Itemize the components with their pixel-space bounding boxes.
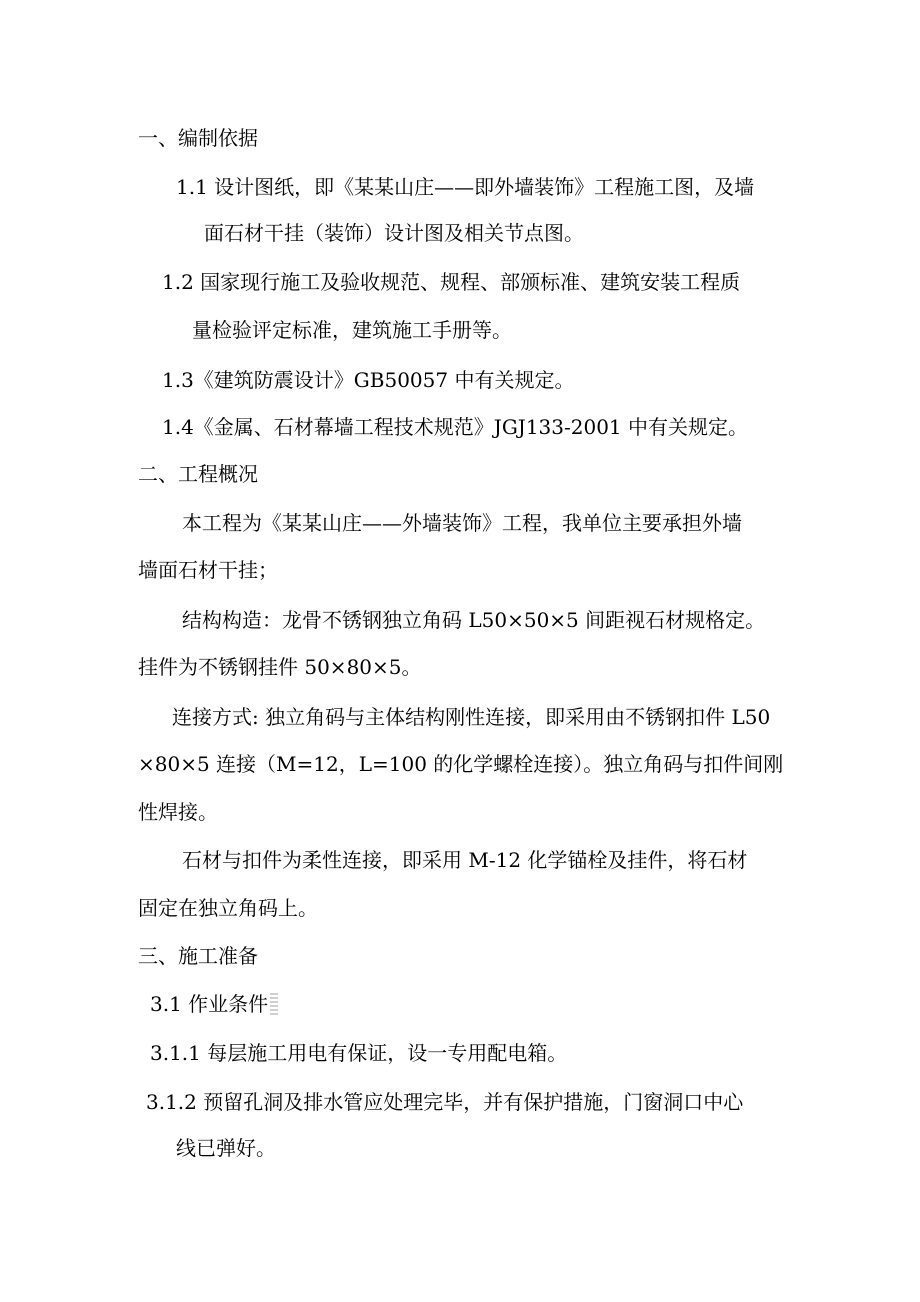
item-1-2-line-2: 量检验评定标准，建筑施工手册等。 [192, 318, 512, 342]
item-1-2-line-1: 1.2 国家现行施工及验收规范、规程、部颁标准、建筑安装工程质 [162, 270, 741, 294]
paragraph-2-1-line-2: 墙面石材干挂； [138, 558, 278, 582]
placeholder-mark [270, 991, 278, 1015]
item-3-1: 3.1 作业条件 [150, 992, 269, 1016]
item-1-1-line-2: 面石材干挂（装饰）设计图及相关节点图。 [204, 221, 584, 245]
paragraph-2-3-line-2: ×80×5 连接（M=12，L=100 的化学螺栓连接）。独立角码与扣件间刚 [138, 752, 784, 776]
item-1-1-line-1: 1.1 设计图纸，即《某某山庄——即外墙装饰》工程施工图，及墙 [176, 175, 755, 199]
section-heading-1: 一、编制依据 [138, 126, 258, 150]
paragraph-2-2-line-1: 结构构造：龙骨不锈钢独立角码 L50×50×5 间距视石材规格定。 [182, 608, 766, 632]
paragraph-2-2-line-2: 挂件为不锈钢挂件 50×80×5。 [138, 655, 422, 679]
section-heading-3: 三、施工准备 [138, 944, 258, 968]
item-1-4: 1.4《金属、石材幕墙工程技术规范》JGJ133-2001 中有关规定。 [162, 415, 749, 439]
paragraph-2-3-line-1: 连接方式: 独立角码与主体结构刚性连接，即采用由不锈钢扣件 L50 [172, 705, 771, 729]
paragraph-2-1-line-1: 本工程为《某某山庄——外墙装饰》工程，我单位主要承担外墙 [182, 511, 742, 535]
paragraph-2-4-line-1: 石材与扣件为柔性连接，即采用 M-12 化学锚栓及挂件，将石材 [182, 848, 748, 872]
section-heading-2: 二、工程概况 [138, 462, 258, 486]
item-3-1-2-line-1: 3.1.2 预留孔洞及排水管应处理完毕，并有保护措施，门窗洞口中心 [146, 1090, 744, 1114]
item-3-1-1: 3.1.1 每层施工用电有保证，设一专用配电箱。 [150, 1041, 568, 1065]
paragraph-2-3-line-3: 性焊接。 [138, 800, 218, 824]
item-3-1-2-line-2: 线已弹好。 [176, 1136, 276, 1160]
paragraph-2-4-line-2: 固定在独立角码上。 [138, 896, 318, 920]
item-3-1-row [150, 990, 278, 1018]
item-1-3: 1.3《建筑防震设计》GB50057 中有关规定。 [162, 368, 575, 392]
